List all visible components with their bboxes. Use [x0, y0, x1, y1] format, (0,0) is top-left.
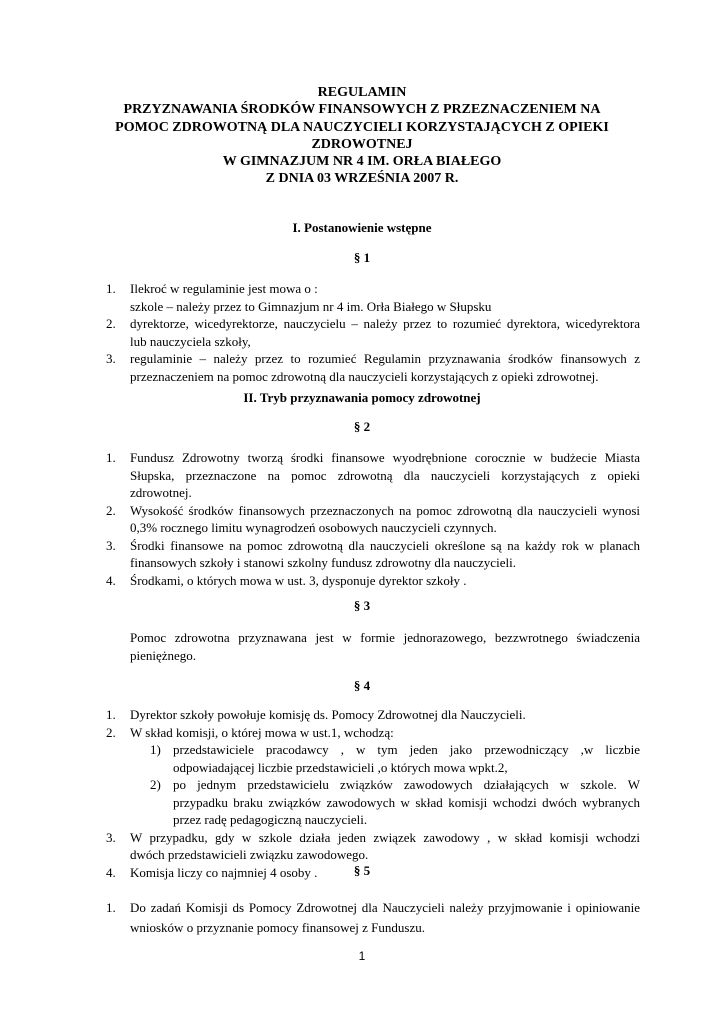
list-item: 3. regulaminie – należy przez to rozumieć Regulamin przyznawania środków finansowych z przeznaczeniem na pomoc zdrowotną dla nauczycieli korzystających z opieki zdrowotnej. [106, 351, 640, 384]
sub-list [130, 741, 640, 829]
title-line-6: Z DNIA 03 WRZEŚNIA 2007 R. [265, 171, 459, 187]
title-line-5: W GIMNAZJUM NR 4 IM. ORŁA BIAŁEGO [222, 154, 502, 170]
list-item: 4. Komisja liczy co najmniej 4 osoby . [106, 864, 318, 880]
list-item: 2. dyrektorze, wicedyrektorze, nauczycielu – należy przez to rozumieć dyrektora, wicedyrektora lub nauczyciela szkoły, [106, 316, 640, 349]
title-line-4: ZDROWOTNEJ [311, 136, 413, 152]
list-item: 1. Fundusz Zdrowotny tworzą środki finansowe wyodrębnione corocznie w budżecie Miasta Słupska, przeznaczone na pomoc zdrowotną dla nauczycieli korzystających z opieki zdrowotnej. [106, 450, 640, 500]
page-number: 1 [358, 949, 366, 963]
list-item: 3. Środki finansowe na pomoc zdrowotną dla nauczycieli określone są na każdy rok w planach finansowych szkoły i stanowi szkolny fundusz zdrowotny dla nauczycieli. [106, 537, 640, 570]
paragraph-1-list [106, 280, 640, 385]
list-item: 1. Do zadań Komisji ds Pomocy Zdrowotnej dla Nauczycieli należy przyjmowanie i opiniowanie wniosków o przyznanie pomocy finansowej z Funduszu. [106, 900, 640, 935]
title-line-2: PRZYZNAWANIA ŚRODKÓW FINANSOWYCH Z PRZEZNACZENIEM NA [123, 102, 601, 118]
paragraph-2-label: § 2 [353, 419, 371, 434]
section-1-heading: I. Postanowienie wstępne [292, 220, 432, 235]
title-line-3: POMOC ZDROWOTNĄ DLA NAUCZYCIELI KORZYSTAJĄCYCH Z OPIEKI [115, 119, 609, 135]
sub-list-item: 2) po jednym przedstawicielu związków zawodowych działających w szkole. W przypadku braku związków zawodowych w skład komisji wchodzi dwóch wybranych przez radę pedagogiczną nauczycieli. [150, 777, 640, 827]
title-line-1: REGULAMIN [317, 85, 407, 100]
paragraph-3-label: § 3 [353, 598, 371, 613]
section-2-heading: II. Tryb przyznawania pomocy zdrowotnej [243, 390, 481, 405]
list-item: 1. Ilekroć w regulaminie jest mowa o : szkole – należy przez to Gimnazjum nr 4 im. Orła Białego w Słupsku [106, 281, 492, 314]
paragraph-5-list [106, 898, 640, 938]
document-title [90, 84, 634, 188]
sub-list-item: 1) przedstawiciele pracodawcy , w tym jeden jako przewodniczący ,w liczbie odpowiadającej liczbie przedstawicieli ,o których mowa wpkt.2, [150, 742, 640, 775]
paragraph-3-text: Pomoc zdrowotna przyznawana jest w formie jednorazowego, bezzwrotnego świadczenia pieniężnego. [130, 630, 640, 663]
list-item: 2. Wysokość środków finansowych przeznaczonych na pomoc zdrowotną dla nauczycieli wynosi 0,3% rocznego limitu wynagrodzeń osobowych nauczycieli czynnych. [106, 502, 640, 535]
paragraph-4-label: § 4 [353, 678, 371, 693]
paragraph-4-list [106, 706, 640, 881]
list-item: 2. W skład komisji, o której mowa w ust.1, wchodzą: 1) przedstawiciele pracodawcy , w tym jeden jako przewodniczący ,w liczbie odpowiadającej liczbie przedstawicieli ,o których mowa wpkt.2, 2) po jednym przedstawicielu związków zawodowych działających w szkole. W przypadku braku związków zawodowych w skład komisji wchodzi dwóch wybranych przez radę pedagogiczną nauczycieli. [106, 724, 640, 827]
paragraph-1-label: § 1 [353, 250, 371, 265]
list-item: 4. Środkami, o których mowa w ust. 3, dysponuje dyrektor szkoły . [106, 572, 467, 588]
list-item: 3. W przypadku, gdy w szkole działa jeden związek zawodowy , w skład komisji wchodzi dwóch przedstawicieli związku zawodowego. [106, 829, 640, 862]
paragraph-5-label: § 5 [353, 863, 371, 878]
list-item: 1. Dyrektor szkoły powołuje komisję ds. Pomocy Zdrowotnej dla Nauczycieli. [106, 707, 526, 722]
paragraph-2-list [106, 449, 640, 589]
